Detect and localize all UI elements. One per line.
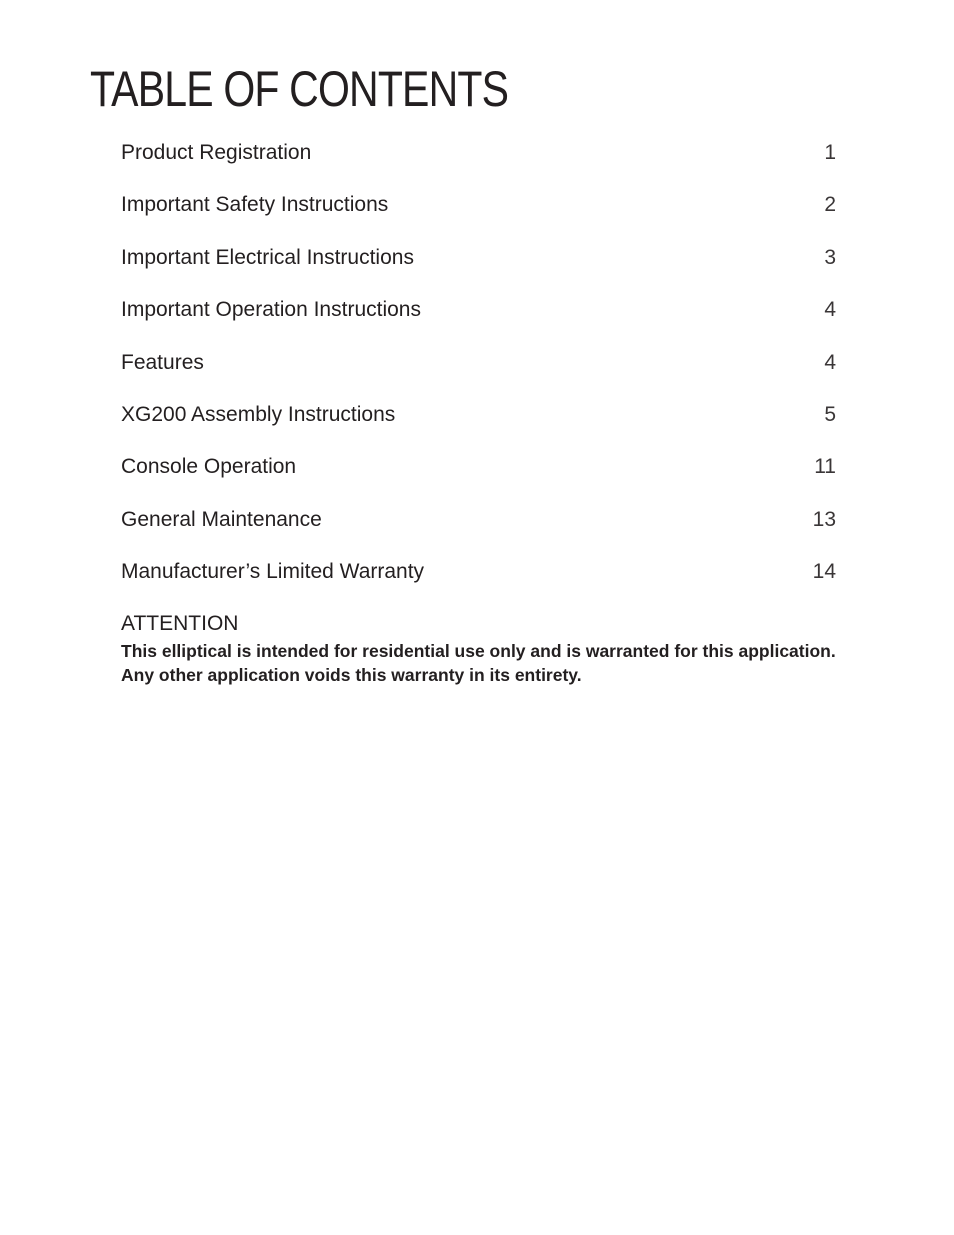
attention-line-2: Any other application voids this warranty in its entirety. [121,664,582,685]
attention-heading: ATTENTION [121,612,239,635]
toc-entry-title: Features [121,350,204,374]
toc-entry-title: Console Operation [121,455,297,479]
toc-entry-page-number: 5 [824,402,836,426]
toc-entry-page-number: 14 [812,560,836,584]
toc-entry-title: XG200 Assembly Instructions [121,402,396,426]
toc-entry-page-number: 11 [814,455,836,479]
toc-entry-page-number: 2 [824,193,836,217]
toc-entry-title: General Maintenance [121,507,322,531]
attention-body [121,640,881,687]
toc-entry-page-number: 4 [824,350,836,374]
table-of-contents [121,134,836,606]
toc-entry-page-number: 1 [824,141,836,164]
toc-entry-electrical-instructions[interactable] [121,239,836,291]
toc-entry-console-operation[interactable] [121,448,836,500]
attention-notice [121,610,881,687]
toc-entry-features[interactable] [121,344,836,396]
toc-entry-safety-instructions[interactable] [121,186,836,238]
toc-entry-title: Important Safety Instructions [121,193,389,217]
toc-entry-page-number: 3 [824,245,836,269]
page-title: TABLE OF CONTENTS [90,61,509,117]
attention-line-1: This elliptical is intended for residential use only and is warranted for this application. [121,641,836,661]
toc-entry-title: Important Operation Instructions [121,298,421,322]
toc-entry-operation-instructions[interactable] [121,291,836,343]
toc-entry-page-number: 13 [812,507,836,531]
toc-entry-title: Product Registration [121,141,312,164]
toc-entry-title: Important Electrical Instructions [121,245,414,269]
toc-entry-general-maintenance[interactable] [121,501,836,553]
toc-entry-assembly-instructions[interactable] [121,396,836,448]
toc-entry-product-registration[interactable] [121,134,836,186]
toc-entry-title: Manufacturer’s Limited Warranty [121,560,425,584]
toc-entry-limited-warranty[interactable] [121,553,836,605]
toc-entry-page-number: 4 [824,298,836,322]
